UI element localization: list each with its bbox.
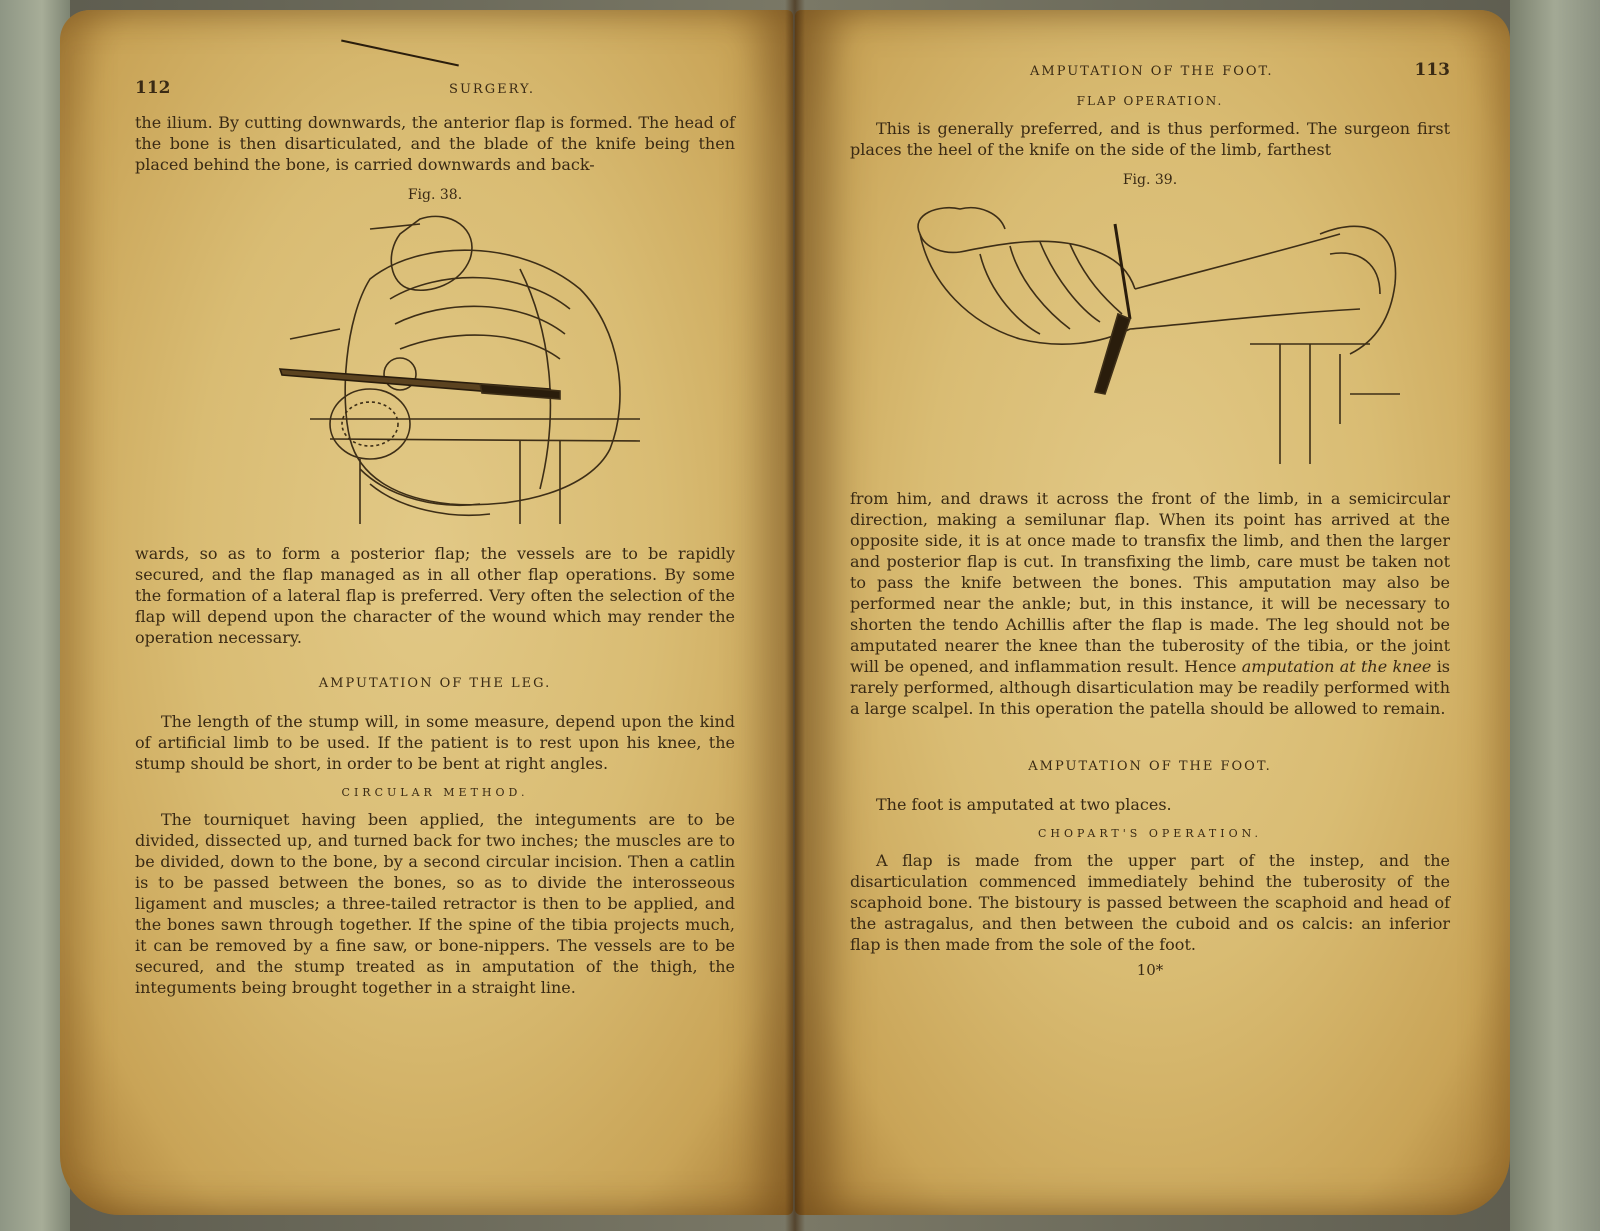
left-page xyxy=(60,10,793,1215)
left-figure-caption: Fig. 38. xyxy=(407,187,463,203)
paragraph-circular-method: The tourniquet having been applied, the integuments are to be divided, dissected up, and turned back for two inches; the muscles are to be divided, down to the bone, by a second circular incision. Then a catlin is to be passed between the bones, so as to divide the interosseous ligament and muscles; a three-tailed retractor is then to be applied, and the bones sawn through together. If the spine of the tibia projects much, it can be removed by a fine saw, or bone-nippers. The vessels are to be secured, and the stump treated as in amputation of the thigh, the integuments being brought together in a straight line. xyxy=(135,810,735,997)
heading-amputation-of-the-leg: AMPUTATION OF THE LEG. xyxy=(318,676,552,691)
left-page-number: 112 xyxy=(135,78,171,98)
right-running-title: AMPUTATION OF THE FOOT. xyxy=(1030,64,1274,79)
left-page-content xyxy=(135,78,735,998)
heading-amputation-of-the-foot: AMPUTATION OF THE FOOT. xyxy=(1028,759,1272,774)
right-paragraph-part-1: from him, and draws it across the front of the limb, in a semicircular direction, making a semilunar flap. When its point has arrived at the opposite side, it is at once made to transfix the limb, and then the larger and posterior flap is cut. In transfixing the limb, care must be taken not to pass the knife between the bones. This amputation may also be performed near the ankle; but, in this instance, it will be necessary to shorten the tendo Achillis after the flap is made. The leg should not be amputated nearer the knee than the tuberosity of the tibia, or the joint will be opened, and inflammation result. Hence xyxy=(850,489,1450,676)
paragraph-choparts-operation: A flap is made from the upper part of the instep, and the disarticulation commenced immediately behind the tuberosity of the scaphoid bone. The bistoury is passed between the scaphoid and head of the astragalus, and then between the cuboid and os calcis: an inferior flap is then made from the sole of the foot. xyxy=(850,851,1450,954)
right-paragraph-part-2: is rarely performed, although disarticulation may be readily performed with a large scalpel. In this operation the patella should be allowed to remain. xyxy=(850,657,1451,718)
right-paragraph-italic: amputation at the knee xyxy=(1241,657,1432,676)
figure-39-engraving xyxy=(890,194,1410,474)
signature-mark: 10* xyxy=(1136,961,1164,979)
paragraph-leg: The length of the stump will, in some measure, depend upon the kind of artificial limb to be used. If the patient is to rest upon his knee, the stump should be short, in order to be bent at right angles. xyxy=(135,712,735,773)
left-paragraph-after-figure: wards, so as to form a posterior flap; the vessels are to be rapidly secured, and the flap managed as in all other flap operations. By some the formation of a lateral flap is preferred. Very often the selection of the flap will depend upon the character of the wound which may render the operation necessary. xyxy=(135,544,735,647)
figure-39 xyxy=(850,194,1450,474)
right-page-number: 113 xyxy=(1414,60,1450,80)
subheading-choparts-operation: CHOPART'S OPERATION. xyxy=(1037,827,1263,840)
right-page-content xyxy=(850,60,1450,979)
right-running-head xyxy=(850,60,1450,80)
book-cover-right xyxy=(1510,0,1600,1231)
left-running-title: SURGERY. xyxy=(449,82,535,97)
book-gutter xyxy=(785,0,805,1231)
figure-38-engraving xyxy=(220,209,650,529)
left-paragraph-top: the ilium. By cutting downwards, the anterior flap is formed. The head of the bone is then disarticulated, and the blade of the knife being then placed behind the bone, is carried downwards and back- xyxy=(135,113,735,174)
right-figure-caption: Fig. 39. xyxy=(1122,172,1178,188)
right-page xyxy=(795,10,1510,1215)
figure-38 xyxy=(135,209,735,529)
paragraph-foot: The foot is amputated at two places. xyxy=(876,795,1172,814)
left-running-head xyxy=(135,78,735,98)
right-paragraph-top: This is generally preferred, and is thus performed. The surgeon first places the heel of the knife on the side of the limb, farthest xyxy=(850,119,1450,159)
subheading-circular-method: CIRCULAR METHOD. xyxy=(341,786,529,799)
subheading-flap-operation: FLAP OPERATION. xyxy=(1076,94,1224,108)
right-paragraph-after-figure xyxy=(850,488,1450,719)
